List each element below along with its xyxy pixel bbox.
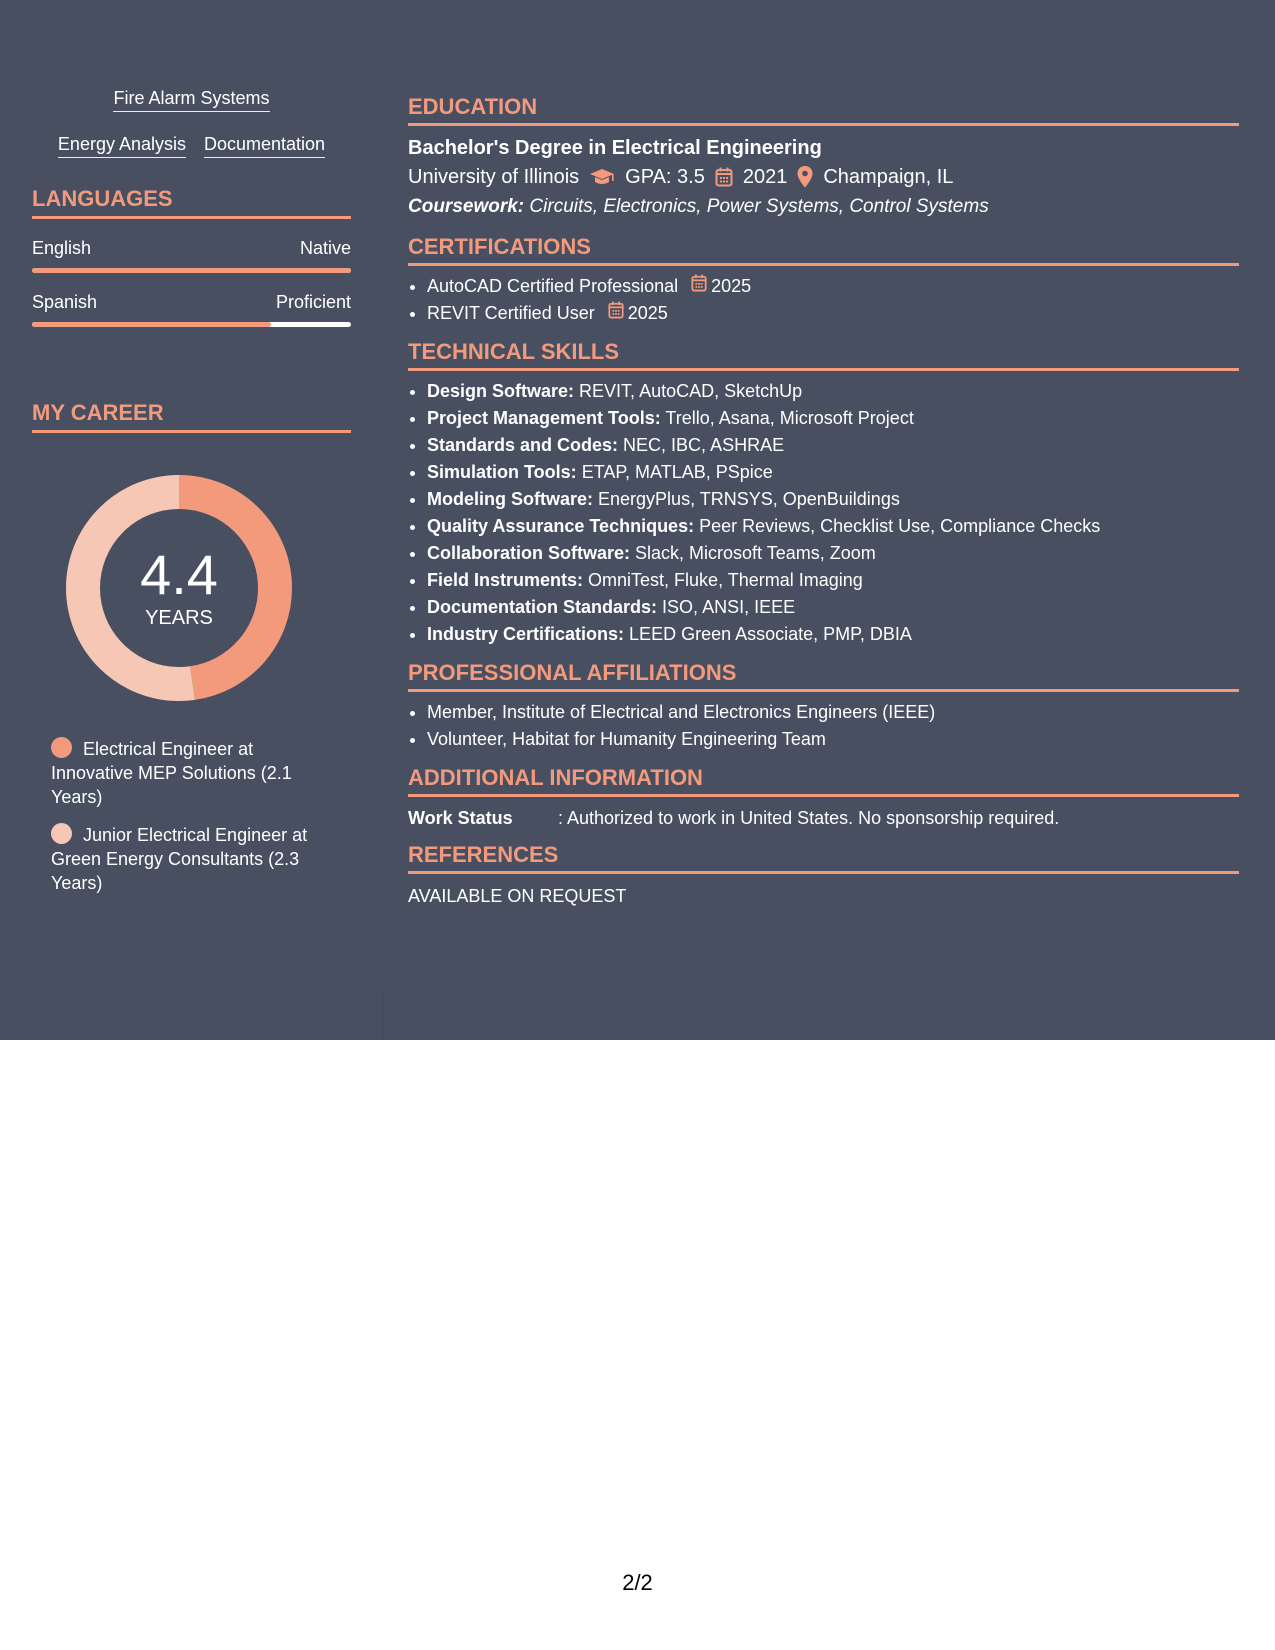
skill-item (427, 378, 1239, 405)
skill-item (427, 486, 1239, 513)
language-item (32, 291, 351, 327)
certification-year: 2025 (627, 303, 668, 323)
language-proficiency-fill (32, 268, 351, 273)
skill-value: ETAP, MATLAB, PSpice (581, 462, 773, 482)
skill-value: Slack, Microsoft Teams, Zoom (635, 543, 876, 563)
skill-item (427, 513, 1239, 540)
skill-label: Documentation Standards: (427, 597, 658, 617)
certifications-heading: CERTIFICATIONS (408, 234, 1239, 266)
career-legend-label: Junior Electrical Engineer at Green Energy Consultants (2.3 Years) (51, 825, 308, 893)
affiliations-heading: PROFESSIONAL AFFILIATIONS (408, 660, 1239, 692)
skill-item (427, 405, 1239, 432)
graduation-cap-icon (589, 168, 615, 186)
main-content (408, 94, 1239, 920)
gpa: GPA: 3.5 (625, 166, 705, 188)
skill-tag: Documentation (204, 132, 325, 158)
technical-skills-section (408, 339, 1239, 648)
career-section (32, 400, 351, 895)
language-name: Spanish (32, 292, 98, 312)
skill-value: REVIT, AutoCAD, SketchUp (579, 381, 803, 401)
skill-label: Simulation Tools: (427, 462, 577, 482)
skill-item (427, 432, 1239, 459)
skill-value: Trello, Asana, Microsoft Project (665, 408, 914, 428)
career-total-unit: YEARS (145, 607, 213, 629)
language-level: Proficient (275, 292, 351, 312)
certification-item (427, 273, 1239, 300)
affiliations-section (408, 660, 1239, 753)
work-status-value: : Authorized to work in United States. No sponsorship required. (558, 808, 1060, 828)
skill-item (427, 594, 1239, 621)
affiliation-item: • Member, Institute of Electrical and Electronics Engineers (IEEE) (427, 699, 1239, 726)
technical-skills-list (408, 378, 1239, 648)
skill-label: Project Management Tools: (427, 408, 661, 428)
languages-heading: LANGUAGES (32, 186, 351, 219)
skill-value: OmniTest, Fluke, Thermal Imaging (588, 570, 863, 590)
education-heading: EDUCATION (408, 94, 1239, 126)
certifications-list (408, 273, 1239, 327)
references-heading: REFERENCES (408, 842, 1239, 874)
map-pin-icon (797, 166, 813, 188)
language-proficiency-bar (32, 268, 351, 273)
skill-label: Industry Certifications: (427, 624, 625, 644)
skill-item (427, 459, 1239, 486)
skill-item (427, 567, 1239, 594)
graduation-year: 2021 (742, 166, 788, 188)
education-meta (408, 162, 1239, 192)
skill-label: Modeling Software: (427, 489, 593, 509)
skill-value: ISO, ANSI, IEEE (662, 597, 796, 617)
skill-label: Collaboration Software: (427, 543, 631, 563)
affiliations-list (408, 699, 1239, 753)
calendar-icon (715, 167, 733, 187)
skill-label: Field Instruments: (427, 570, 584, 590)
skill-item (427, 540, 1239, 567)
language-proficiency-fill (32, 322, 271, 327)
skill-value: EnergyPlus, TRNSYS, OpenBuildings (598, 489, 900, 509)
career-legend-item (51, 823, 321, 895)
language-item (32, 237, 351, 273)
degree-title: Bachelor's Degree in Electrical Engineering (408, 137, 822, 159)
certification-name: REVIT Certified User (427, 303, 595, 323)
career-legend (32, 737, 351, 895)
certification-year: 2025 (711, 276, 752, 296)
languages-section (32, 186, 351, 327)
career-legend-label: Electrical Engineer at Innovative MEP Solutions (2.1 Years) (51, 739, 292, 807)
skill-value: NEC, IBC, ASHRAE (623, 435, 785, 455)
column-divider (382, 990, 383, 1040)
coursework-list: Circuits, Electronics, Power Systems, Control Systems (529, 196, 989, 217)
career-heading: MY CAREER (32, 400, 351, 433)
certification-item (427, 300, 1239, 327)
language-proficiency-bar (32, 322, 351, 327)
education-section (408, 94, 1239, 222)
skill-item (427, 621, 1239, 648)
school-name: University of Illinois (408, 166, 580, 188)
affiliation-item: • Volunteer, Habitat for Humanity Engineering Team (427, 726, 1239, 753)
page-number: 2/2 (622, 1570, 653, 1595)
skill-tags (32, 86, 351, 158)
career-total-years: 4.4 (140, 543, 218, 606)
career-legend-item (51, 737, 321, 809)
skill-label: Standards and Codes: (427, 435, 619, 455)
certifications-section (408, 234, 1239, 327)
work-status-row (408, 806, 1239, 830)
skill-label: Quality Assurance Techniques: (427, 516, 695, 536)
skill-tag: Fire Alarm Systems (113, 86, 269, 112)
skill-value: LEED Green Associate, PMP, DBIA (629, 624, 912, 644)
skill-value: Peer Reviews, Checklist Use, Compliance Checks (699, 516, 1101, 536)
sidebar (32, 86, 351, 909)
references-text: AVAILABLE ON REQUEST (408, 886, 627, 906)
skill-label: Design Software: (427, 381, 575, 401)
language-level: Native (299, 238, 351, 258)
additional-info-heading: ADDITIONAL INFORMATION (408, 765, 1239, 797)
calendar-icon (608, 300, 624, 327)
coursework (408, 192, 1239, 222)
references-section (408, 842, 1239, 908)
coursework-label: Coursework: (408, 196, 525, 217)
certification-name: AutoCAD Certified Professional (427, 276, 679, 296)
career-donut-chart (66, 475, 292, 701)
school-location: Champaign, IL (823, 166, 954, 188)
additional-info-section (408, 765, 1239, 830)
technical-skills-heading: TECHNICAL SKILLS (408, 339, 1239, 371)
skill-tag: Energy Analysis (58, 132, 186, 158)
calendar-icon (691, 273, 707, 300)
work-status-label: Work Status (408, 808, 513, 828)
legend-dot-icon (51, 823, 72, 844)
legend-dot-icon (51, 737, 72, 758)
language-name: English (32, 238, 92, 258)
